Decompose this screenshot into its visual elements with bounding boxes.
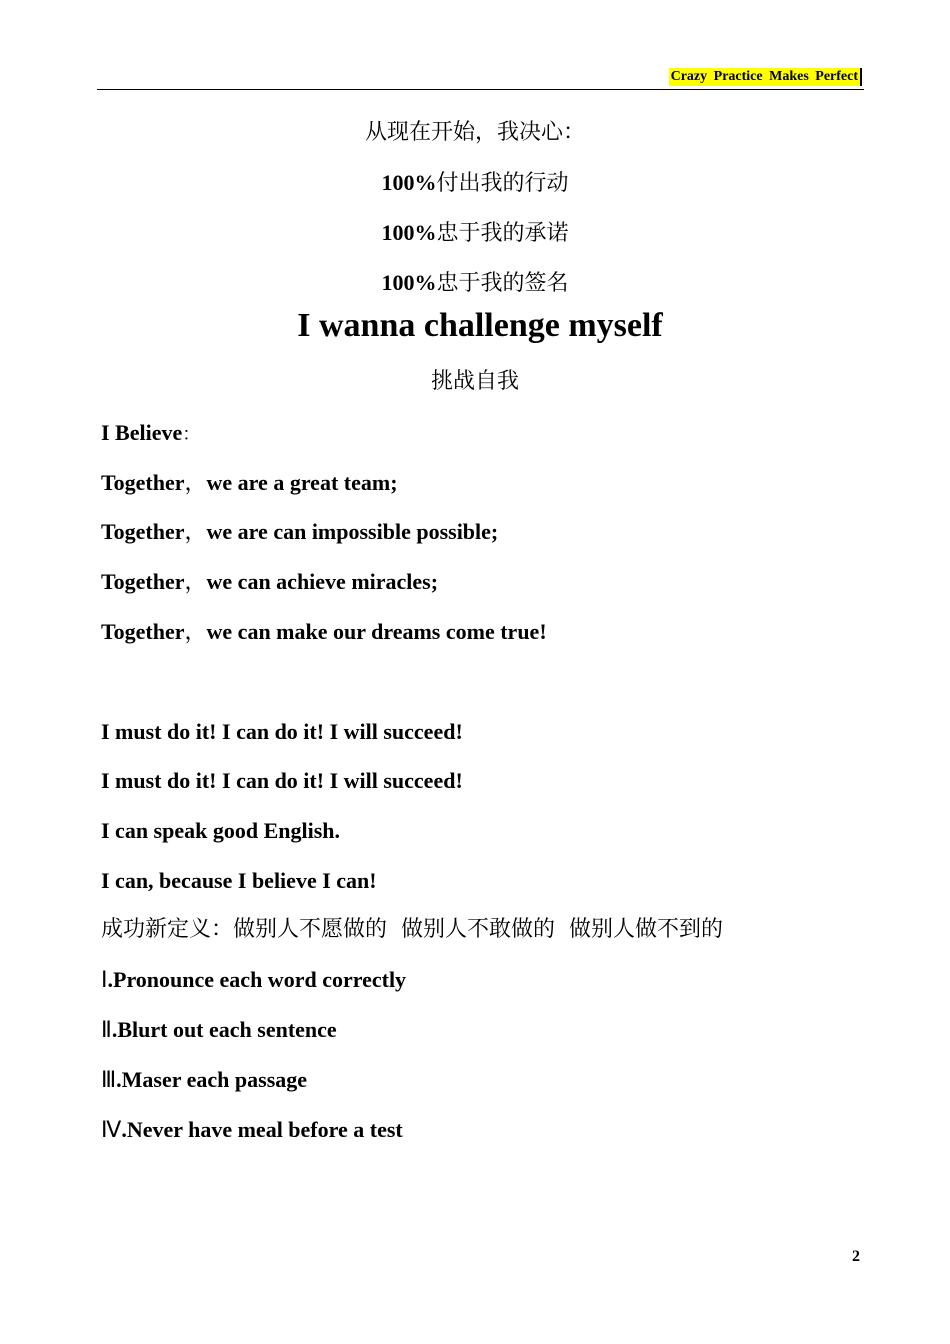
resolution-intro: 从现在开始，我决心： bbox=[364, 120, 585, 145]
believe-line bbox=[101, 568, 438, 597]
believe-rest: we can make our dreams come true! bbox=[206, 619, 547, 644]
believe-lead: Together bbox=[101, 519, 185, 544]
rule-numeral: Ⅰ bbox=[101, 968, 108, 993]
header-label: Crazy Practice Makes Perfect bbox=[669, 68, 862, 86]
believe-rest: we are can impossible possible; bbox=[206, 519, 499, 544]
rule-text: .Blurt out each sentence bbox=[111, 1017, 337, 1042]
pledge-percent: 100% bbox=[381, 220, 437, 245]
pledge-text: 付出我的行动 bbox=[436, 171, 569, 196]
page-subtitle: 挑战自我 bbox=[430, 369, 519, 394]
believe-rest: we can achieve miracles; bbox=[206, 569, 439, 594]
rule-item bbox=[101, 1116, 403, 1145]
rule-text: .Maser each passage bbox=[116, 1067, 308, 1092]
believe-heading bbox=[101, 419, 200, 449]
header-rule bbox=[97, 89, 864, 90]
believe-heading-colon: ： bbox=[182, 424, 201, 445]
rule-text: .Never have meal before a test bbox=[121, 1117, 403, 1142]
pledge-percent: 100% bbox=[381, 270, 437, 295]
motto-line: I can, because I believe I can! bbox=[101, 868, 377, 893]
believe-sep: ， bbox=[184, 620, 207, 645]
believe-line bbox=[101, 618, 547, 647]
believe-line bbox=[101, 469, 398, 498]
pledge-line bbox=[0, 219, 950, 248]
believe-heading-text: I Believe bbox=[101, 420, 183, 445]
believe-lead: Together bbox=[101, 569, 185, 594]
rule-item bbox=[101, 1066, 307, 1095]
believe-sep: ， bbox=[184, 570, 207, 595]
believe-lead: Together bbox=[101, 470, 185, 495]
rule-item bbox=[101, 966, 406, 995]
rule-text: .Pronounce each word correctly bbox=[107, 967, 407, 992]
pledge-line bbox=[0, 169, 950, 198]
page-title: I wanna challenge myself bbox=[297, 307, 663, 344]
pledge-percent: 100% bbox=[381, 170, 437, 195]
rule-numeral: Ⅲ bbox=[101, 1068, 117, 1093]
believe-line bbox=[101, 518, 498, 547]
rule-numeral: Ⅱ bbox=[101, 1018, 112, 1043]
pledge-line bbox=[0, 269, 950, 298]
motto-line: I must do it! I can do it! I will succeed! bbox=[101, 719, 463, 744]
believe-rest: we are a great team; bbox=[206, 470, 398, 495]
believe-sep: ， bbox=[184, 471, 207, 496]
rule-item bbox=[101, 1016, 337, 1045]
rule-numeral: Ⅳ bbox=[101, 1118, 122, 1143]
believe-lead: Together bbox=[101, 619, 185, 644]
success-definition: 成功新定义：做别人不愿做的 做别人不敢做的 做别人做不到的 bbox=[101, 917, 723, 942]
pledge-text: 忠于我的签名 bbox=[436, 271, 569, 296]
pledge-text: 忠于我的承诺 bbox=[436, 221, 569, 246]
motto-line: I must do it! I can do it! I will succeed! bbox=[101, 768, 463, 793]
believe-sep: ， bbox=[184, 520, 207, 545]
motto-line: I can speak good English. bbox=[101, 818, 341, 843]
page-number: 2 bbox=[852, 1248, 860, 1265]
